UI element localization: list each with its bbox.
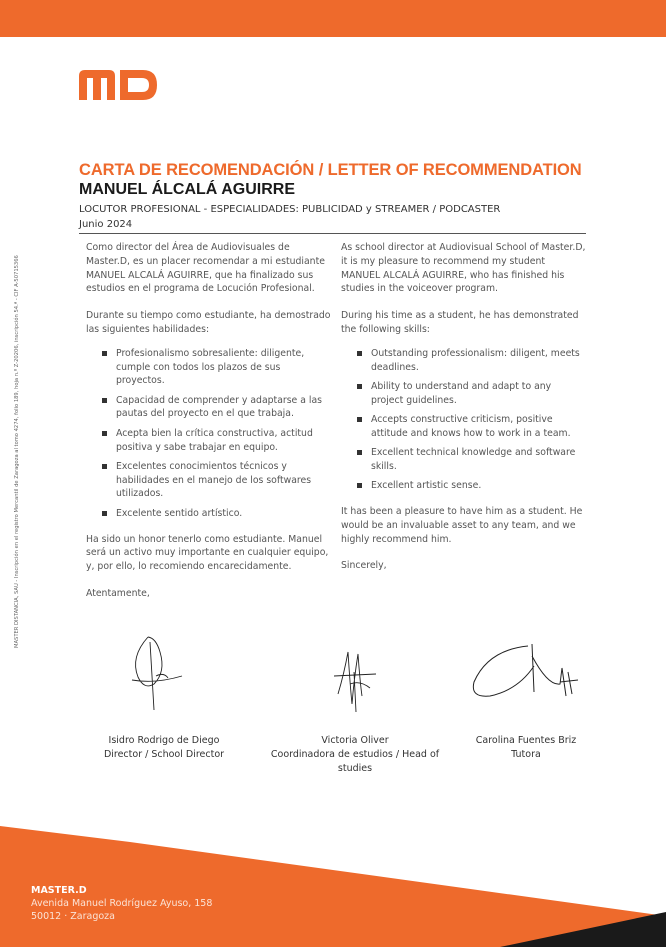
- list-item: Profesionalismo sobresaliente: diligente, cumple con todos los plazos de sus proyectos.: [86, 347, 331, 388]
- list-item: Excelentes conocimientos técnicos y habilidades en el manejo de los softwares utilizados.: [86, 460, 331, 501]
- spanish-skills-intro: Durante su tiempo como estudiante, ha demostrado las siguientes habilidades:: [86, 310, 331, 335]
- list-item: Ability to understand and adapt to any project guidelines.: [341, 380, 586, 408]
- top-banner: [0, 0, 666, 37]
- address-line-2: 50012 · Zaragoza: [31, 911, 115, 922]
- header-divider: [79, 233, 586, 234]
- signatory-name: Isidro Rodrigo de Diego: [108, 735, 220, 746]
- english-intro: As school director at Audiovisual School of Master.D, it is my pleasure to recommend my student MANUEL ALCALÁ AGUIRRE, who has finished his studies in the voiceover program.: [341, 242, 586, 295]
- letter-date: Junio 2024: [79, 219, 133, 230]
- signature-block-1: [69, 734, 259, 762]
- bullet-icon: [102, 431, 107, 436]
- spanish-closing: Ha sido un honor tenerlo como estudiante. Manuel será un activo muy importante en cualquier equipo, y, por ello, lo recomiendo encarecidamente.: [86, 533, 329, 573]
- list-item: Outstanding professionalism: diligent, meets deadlines.: [341, 347, 586, 375]
- letter-title: CARTA DE RECOMENDACIÓN / LETTER OF RECOMMENDATION: [79, 161, 582, 179]
- list-item: Acepta bien la crítica constructiva, actitud positiva y sabe trabajar en equipo.: [86, 427, 331, 455]
- signature-block-3: [431, 734, 621, 762]
- bullet-icon: [357, 384, 362, 389]
- bullet-icon: [357, 450, 362, 455]
- bullet-icon: [102, 511, 107, 516]
- list-item: Accepts constructive criticism, positive attitude and knows how to work in a team.: [341, 413, 586, 441]
- bullet-icon: [102, 398, 107, 403]
- english-closing: It has been a pleasure to have him as a student. He would be an invaluable asset to any team, and we highly recommend him.: [341, 505, 583, 545]
- english-skills-intro: During his time as a student, he has demonstrated the following skills:: [341, 310, 579, 335]
- signatory-name: Carolina Fuentes Briz: [475, 735, 577, 746]
- spanish-intro: Como director del Área de Audiovisuales de Master.D, es un placer recomendar a mi estudiante MANUEL ALCALÁ AGUIRRE, que ha finalizado sus estudios en el programa de Locución Profesional.: [86, 242, 325, 295]
- list-item: Capacidad de comprender y adaptarse a las pautas del proyecto en el que trabaja.: [86, 394, 331, 422]
- address-line-1: Avenida Manuel Rodríguez Ayuso, 158: [31, 898, 213, 909]
- spanish-column: [86, 241, 331, 614]
- spanish-signoff: Atentamente,: [86, 587, 150, 599]
- signatory-name: Victoria Oliver: [321, 735, 389, 746]
- registry-note: MASTER DISTANCIA, SAU - Inscripción en el registro Mercantil de Zaragoza al tomo 4274, folio 189, hoja n.º Z-20206, inscripción 54.ª - CIF A-50715366: [14, 255, 20, 648]
- list-item: Excelente sentido artístico.: [86, 507, 331, 521]
- bullet-icon: [102, 464, 107, 469]
- signature-block-2: [255, 734, 455, 776]
- signatory-role: Coordinadora de estudios / Head of studies: [270, 749, 440, 774]
- bullet-icon: [102, 351, 107, 356]
- signature-2-icon: [330, 644, 380, 714]
- signature-3-icon: [468, 636, 588, 706]
- signatory-role: Director / School Director: [103, 749, 225, 760]
- list-item: Excellent artistic sense.: [341, 479, 586, 493]
- company-name: MASTER.D: [31, 885, 87, 896]
- footer-address: [31, 884, 212, 923]
- student-name: MANUEL ÁLCALÁ AGUIRRE: [79, 181, 295, 198]
- signature-1-icon: [120, 632, 190, 712]
- bullet-icon: [357, 483, 362, 488]
- list-item: Excellent technical knowledge and software skills.: [341, 446, 586, 474]
- english-skills-list: [341, 347, 586, 493]
- signatory-role: Tutora: [511, 749, 541, 760]
- english-column: [341, 241, 586, 586]
- program-subtitle: LOCUTOR PROFESIONAL - ESPECIALIDADES: PUBLICIDAD y STREAMER / PODCASTER: [79, 204, 501, 215]
- md-logo: [79, 70, 157, 100]
- english-signoff: Sincerely,: [341, 560, 387, 572]
- bullet-icon: [357, 417, 362, 422]
- bullet-icon: [357, 351, 362, 356]
- spanish-skills-list: [86, 347, 331, 521]
